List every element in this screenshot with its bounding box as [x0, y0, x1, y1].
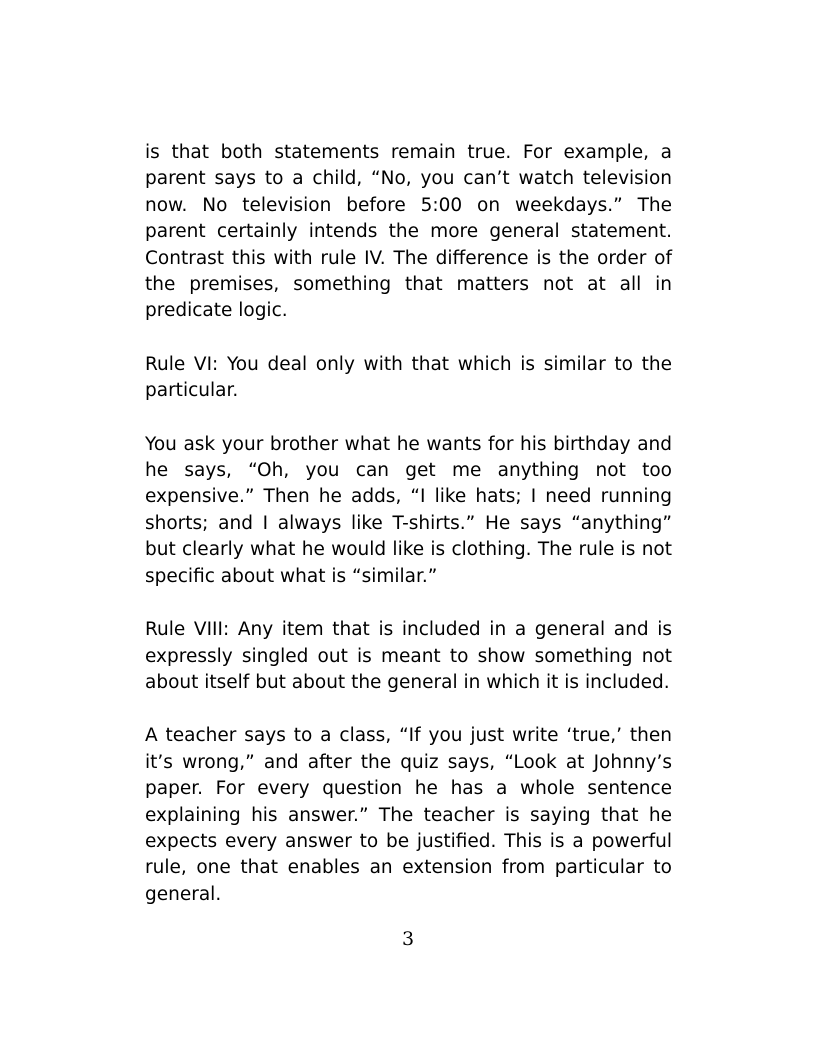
- paragraph-birthday-example: You ask your brother what he wants for his birthday and he says, “Oh, you can get me anything not too expensive.” Then he adds, “I like hats; I need running shorts; and I always like T-shirts.” He says “anything” but clearly what he would like is clothing. The rule is not specific about what is “similar.”: [145, 433, 672, 587]
- paragraph-rule-vi: Rule VI: You deal only with that which is similar to the particular.: [145, 353, 672, 402]
- paragraph-continuation: is that both statements remain true. For example, a parent says to a child, “No, you can’t watch television now. No television before 5:00 on weekdays.” The parent certainly intends the more general statement. Contrast this with rule IV. The difference is the order of the premises, something that matters not at all in predicate logic.: [145, 142, 672, 322]
- page-number: 3: [401, 928, 415, 950]
- paragraph-teacher-example: A teacher says to a class, “If you just write ‘true,’ then it’s wrong,” and after the quiz says, “Look at Johnny’s paper. For every question he has a whole sentence explaining his answer.” The teacher is saying that he expects every answer to be justified. This is a powerful rule, one that enables an extension from particular to general.: [145, 725, 672, 905]
- paragraph-rule-viii: Rule VIII: Any item that is included in a general and is expressly singled out is meant to show something not about itself but about the general in which it is included.: [145, 619, 672, 693]
- page-body: [145, 140, 672, 908]
